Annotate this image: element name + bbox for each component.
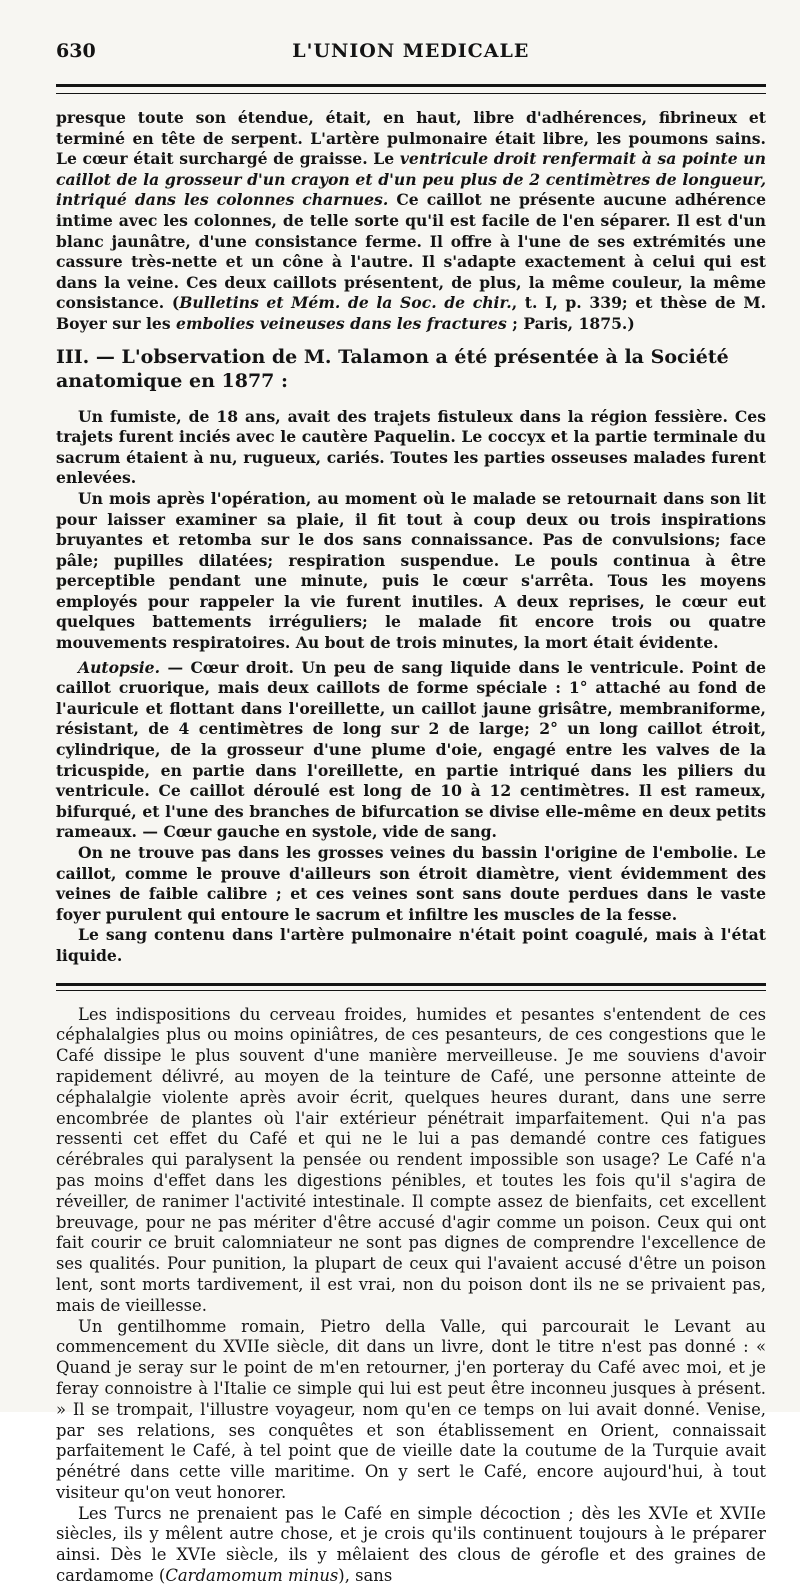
- case-paragraph-4: Le sang contenu dans l'artère pulmonaire n'était point coagulé, mais à l'état liquide.: [56, 925, 766, 965]
- upper-section: [56, 108, 766, 967]
- running-title: L'UNION MEDICALE: [292, 40, 530, 62]
- coffee-paragraph-3-text-1: Les Turcs ne prenaient pas le Café en simple décoction ; dès les XVIe et XVIIe siècles, ils y mêlent autre chose, et je crois qu'ils continuent toujours à le préparer ainsi. Dès le XVIe siècle, ils y mêlaient des clous de gérofle et des graines de cardamome (: [56, 1503, 766, 1586]
- continuation-italic-2: Bulletins et Mém. de la Soc. de chir.: [179, 293, 512, 313]
- continuation-italic-1: ventricule droit renfermait à sa pointe un caillot de la grosseur d'un crayon et d'un peu plus de 2 centimètres de longueur, intriqué dans les colonnes charnues.: [56, 149, 766, 210]
- case-paragraph-1: Un fumiste, de 18 ans, avait des trajets fistuleux dans la région fessière. Ces trajets furent inciés avec le cautère Paquelin. Le coccyx et la partie terminale du sacrum étaient à nu, rugueux, cariés. Toutes les parties osseuses malades furent enlevées.: [56, 406, 766, 488]
- coffee-paragraph-3: [56, 1504, 766, 1587]
- continuation-paragraph: [56, 108, 766, 335]
- header-rule: [56, 84, 766, 94]
- continuation-text-1: presque toute son étendue, était, en haut, libre d'adhérences, fibrineux et terminé en tête de serpent. L'artère pulmonaire était libre, les poumons sains. Le cœur était surchargé de graisse. Le: [56, 108, 766, 169]
- section-heading: III. — L'observation de M. Talamon a été présentée à la Société anatomique en 1877 :: [56, 345, 729, 392]
- lower-section: [56, 1005, 766, 1587]
- continuation-text-4: ; Paris, 1875.): [506, 313, 635, 333]
- page-header: [56, 40, 766, 82]
- autopsy-label: Autopsie.: [78, 657, 160, 677]
- continuation-text-3: , t. I, p. 339; et thèse de M. Boyer sur les: [56, 293, 767, 333]
- page-number: 630: [56, 40, 96, 62]
- autopsy-text: — Cœur droit. Un peu de sang liquide dans le ventricule. Point de caillot cruorique, mais deux caillots de forme spéciale : 1° attaché au fond de l'auricule et flottant dans l'oreillette, un caillot jaune grisâtre, membraniforme, résistant, de 4 centimètres de long sur 2 de large; 2° un long caillot étroit, cylindrique, de la grosseur d'une plume d'oie, engagé entre les valves de la tricuspide, en partie dans l'oreillette, en partie intriqué dans les piliers du ventricule. Ce caillot déroulé est long de 10 à 12 centimètres. Il est rameux, bifurqué, et l'une des branches de bifurcation se divise elle-même en deux petits rameaux. — Cœur gauche en systole, vide de sang.: [56, 657, 766, 842]
- coffee-paragraph-3-text-2: ), sans: [338, 1566, 393, 1586]
- section-divider: [56, 983, 766, 991]
- coffee-paragraph-2: Un gentilhomme romain, Pietro della Valle, qui parcourait le Levant au commencement du XVIIe siècle, dit dans un livre, dont le titre n'est pas donné : « Quand je seray sur le point de m'en retourner, j'en porteray du Café avec moi, et je feray connoistre à l'Italie ce simple qui lui est peut être inconneu jusques à présent. » Il se trompait, l'illustre voyageur, nom qu'en ce temps on lui avait donné. Venise, par ses relations, ses conquêtes et son établissement en Orient, connaissait parfaitement le Café, à tel point que de vieille date la coutume de la Turquie avait pénétré dans cette ville maritime. On y sert le Café, encore aujourd'hui, à tout visiteur qu'on veut honorer.: [56, 1316, 766, 1502]
- coffee-paragraph-1: Les indispositions du cerveau froides, humides et pesantes s'entendent de ces céphalalgies plus ou moins opiniâtres, de ces pesanteurs, de ces congestions que le Café dissipe le plus souvent d'une manière merveilleuse. Je me souviens d'avoir rapidement délivré, au moyen de la teinture de Café, une personne atteinte de céphalalgie violente après avoir écrit, quelques heures durant, dans une serre encombrée de plantes où l'air extérieur pénétrait imparfaitement. Qui n'a pas ressenti cet effet du Café et qui ne le lui a pas demandé contre ces fatigues cérébrales qui paralysent la pensée ou rendent impossible son usage? Le Café n'a pas moins d'effet dans les digestions pénibles, et toutes les fois qu'il s'agira de réveiller, de ranimer l'activité intestinale. Il compte assez de bienfaits, cet excellent breuvage, pour ne pas mériter d'être accusé d'agir comme un poison. Ceux qui ont fait courir ce bruit calomniateur ne sont pas dignes de comprendre l'excellence de ses qualités. Pour punition, la plupart de ceux qui l'avaient accusé d'être un poison lent, sont morts tardivement, il est vrai, non du poison dont ils ne se privaient pas, mais de vieillesse.: [56, 1004, 766, 1315]
- case-paragraph-2: Un mois après l'opération, au moment où le malade se retournait dans son lit pour laisser examiner sa plaie, il fit tout à coup deux ou trois inspirations bruyantes et retomba sur le dos sans connaissance. Pas de convulsions; face pâle; pupilles dilatées; respiration suspendue. Le pouls continua à être perceptible pendant une minute, puis le cœur s'arrêta. Tous les moyens employés pour rappeler la vie furent inutiles. A deux reprises, le cœur eut quelques battements irréguliers; le malade fit encore trois ou quatre mouvements respiratoires. Au bout de trois minutes, la mort était évidente.: [56, 488, 766, 653]
- continuation-text-2: Ce caillot ne présente aucune adhérence intime avec les colonnes, de telle sorte qu'il est facile de l'en séparer. Il est d'un blanc jaunâtre, d'une consistance ferme. Il offre à l'une de ses extrémités une cassure très-nette et un cône à l'autre. Il s'adapte exactement à celui qui est dans la veine. Ces deux caillots présentent, de plus, la même couleur, la même consistance. (: [56, 190, 767, 313]
- continuation-italic-3: embolies veineuses dans les fractures: [176, 313, 507, 333]
- autopsy-paragraph: [56, 658, 766, 843]
- case-paragraph-3: On ne trouve pas dans les grosses veines du bassin l'origine de l'embolie. Le caillot, comme le prouve d'ailleurs son étroit diamètre, vient évidemment des veines de faible calibre ; et ces veines sont sans doute perdues dans le vaste foyer purulent qui entoure le sacrum et infiltre les muscles de la fesse.: [56, 843, 766, 924]
- coffee-paragraph-3-italic: Cardamomum minus: [165, 1566, 339, 1586]
